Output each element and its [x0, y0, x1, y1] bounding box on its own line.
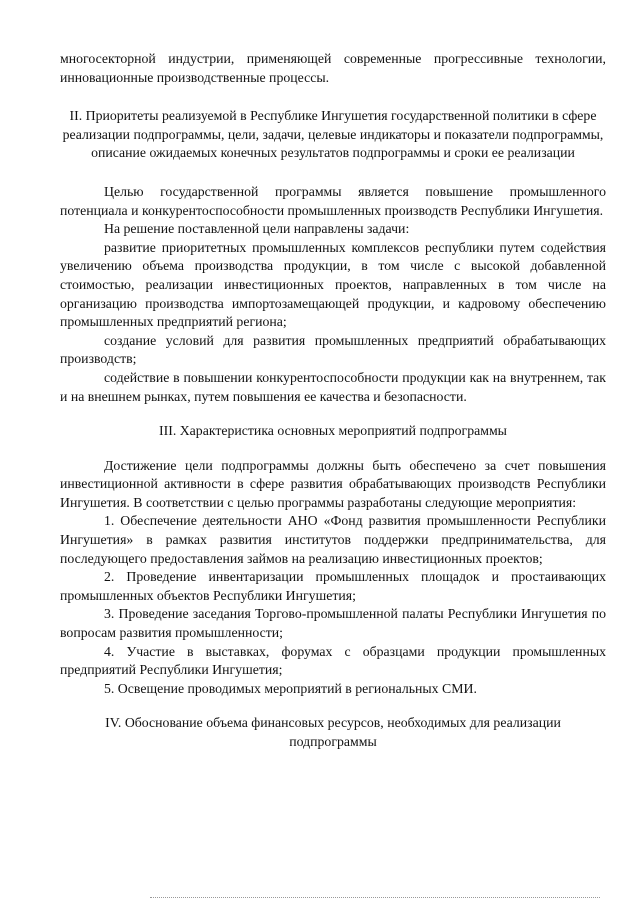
- section-3-item-4: 4. Участие в выставках, форумах с образцами продукции промышленных предприятий Республики Ингушетия;: [60, 643, 606, 678]
- section-4-title-line-1: IV. Обоснование объема финансовых ресурсов, необходимых для реализации: [105, 715, 561, 731]
- section-2-task-1: развитие приоритетных промышленных комплексов республики путем содействия увеличению объема производства продукции, в том числе с высокой добавленной стоимостью, реализации инвестиционных проектов, направленных в том числе на организацию производства импортозамещающей продукции, и кадровому обеспечению промышленных предприятий региона;: [60, 239, 606, 330]
- section-2-paragraph-2: На решение поставленной цели направлены задачи:: [104, 221, 410, 237]
- section-3: [60, 422, 606, 698]
- section-2-task-2: создание условий для развития промышленных предприятий обрабатывающих производств;: [60, 332, 606, 367]
- section-3-item-1: 1. Обеспечение деятельности АНО «Фонд развития промышленности Республики Ингушетия» в рамках развития институтов поддержки предпринимательства, для последующего предоставления займов на реализацию инвестиционных проектов;: [60, 513, 606, 566]
- section-3-item-3: 3. Проведение заседания Торгово-промышленной палаты Республики Ингушетия по вопросам развития промышленности;: [60, 606, 606, 641]
- section-4: [60, 714, 606, 751]
- section-3-item-5: 5. Освещение проводимых мероприятий в региональных СМИ.: [104, 680, 477, 696]
- footer-rule: [150, 897, 600, 898]
- section-4-title-line-2: подпрограммы: [289, 734, 377, 749]
- section-2: [60, 107, 606, 406]
- section-3-paragraph-1: Достижение цели подпрограммы должны быть обеспечено за счет повышения инвестиционной активности в сфере развития обрабатывающих производств Республики Ингушетия. В соответствии с целью программы разработаны следующие мероприятия:: [60, 457, 606, 510]
- section-2-paragraph-1: Целью государственной программы является повышение промышленного потенциала и конкурентоспособности промышленных производств Республики Ингушетия.: [60, 183, 606, 218]
- section-2-task-3: содействие в повышении конкурентоспособности продукции как на внутреннем, так и на внешнем рынках, путем повышения ее качества и безопасности.: [60, 369, 606, 404]
- intro-paragraph: многосекторной индустрии, применяющей современные прогрессивные технологии, инновационные производственные процессы.: [60, 51, 606, 85]
- section-3-item-2: 2. Проведение инвентаризации промышленных площадок и простаивающих промышленных объектов Республики Ингушетия;: [60, 569, 606, 603]
- section-2-title: II. Приоритеты реализуемой в Республике Ингушетия государственной политики в сфере реализации подпрограммы, цели, задачи, целевые индикаторы и показатели подпрограммы, описание ожидаемых конечных результатов подпрограммы и сроки ее реализации: [62, 108, 604, 161]
- section-3-title: III. Характеристика основных мероприятий подпрограммы: [159, 423, 507, 439]
